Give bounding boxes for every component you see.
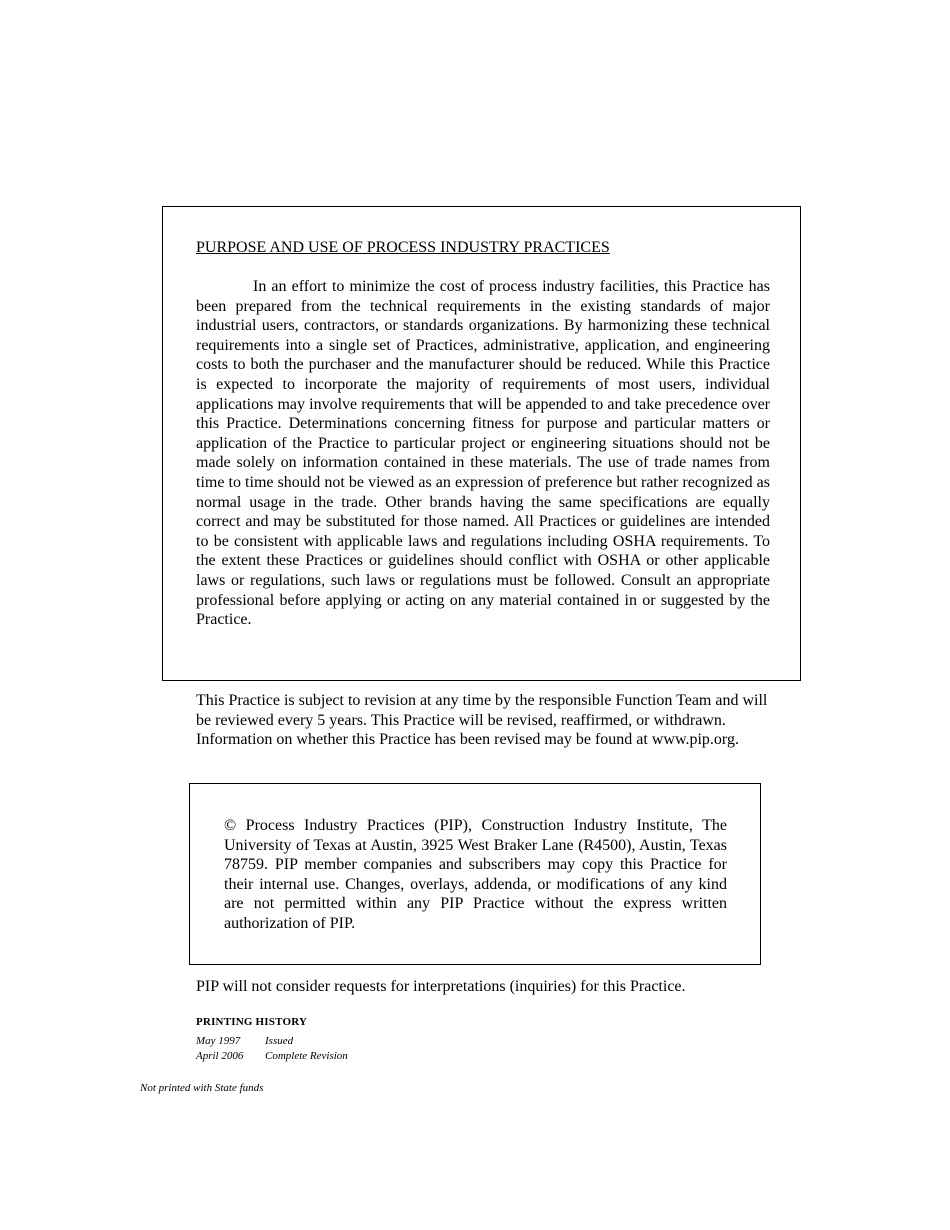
printing-history-list (196, 1034, 348, 1064)
purpose-box (162, 206, 801, 681)
history-date: April 2006 (196, 1050, 244, 1062)
copyright-text: © Process Industry Practices (PIP), Construction Industry Institute, The University of Texas at Austin, 3925 West Braker Lane (R4500), Austin, Texas 78759. PIP member companies and subscribers may copy this Practice for their internal use. Changes, overlays, addenda, or modifications of any kind are not permitted within any PIP Practice without the express written authorization of PIP. (224, 817, 727, 932)
purpose-body-text: In an effort to minimize the cost of process industry facilities, this Practice has been prepared from the technical requirements in the existing standards of major industrial users, contractors, or standards organizations. By harmonizing these technical requirements into a single set of Practices, administrative, application, and engineering costs to both the purchaser and the manufacturer should be reduced. While this Practice is expected to incorporate the majority of requirements of most users, individual applications may involve requirements that will be appended to and take precedence over this Practice. Determinations concerning fitness for purpose and particular matters or application of the Practice to particular project or engineering situations should not be made solely on information contained in these materials. The use of trade names from time to time should not be viewed as an expression of preference but rather recognized as normal usage in the trade. Other brands having the same specifications are equally correct and may be substituted for those named. All Practices or guidelines are intended to be consistent with applicable laws and regulations including OSHA requirements. To the extent these Practices or guidelines should conflict with OSHA or other applicable laws or regulations, such laws or regulations must be followed. Consult an appropriate professional before applying or acting on any material contained in or suggested by the Practice. (196, 278, 770, 629)
history-event: Complete Revision (265, 1050, 348, 1062)
inquiries-notice: PIP will not consider requests for interpretations (inquiries) for this Practice. (196, 978, 686, 995)
history-entry (196, 1049, 348, 1064)
history-date: May 1997 (196, 1035, 241, 1047)
purpose-heading: PURPOSE AND USE OF PROCESS INDUSTRY PRACTICES (196, 239, 610, 256)
footer-note: Not printed with State funds (140, 1082, 264, 1094)
printing-history-heading: PRINTING HISTORY (196, 1016, 308, 1028)
copyright-box (189, 783, 761, 965)
history-event: Issued (265, 1035, 294, 1047)
revision-notice: This Practice is subject to revision at any time by the responsible Function Team and will be reviewed every 5 years. This Practice will be revised, reaffirmed, or withdrawn. Information on whether this Practice has been revised may be found at www.pip.org. (196, 692, 768, 749)
history-entry (196, 1034, 348, 1049)
